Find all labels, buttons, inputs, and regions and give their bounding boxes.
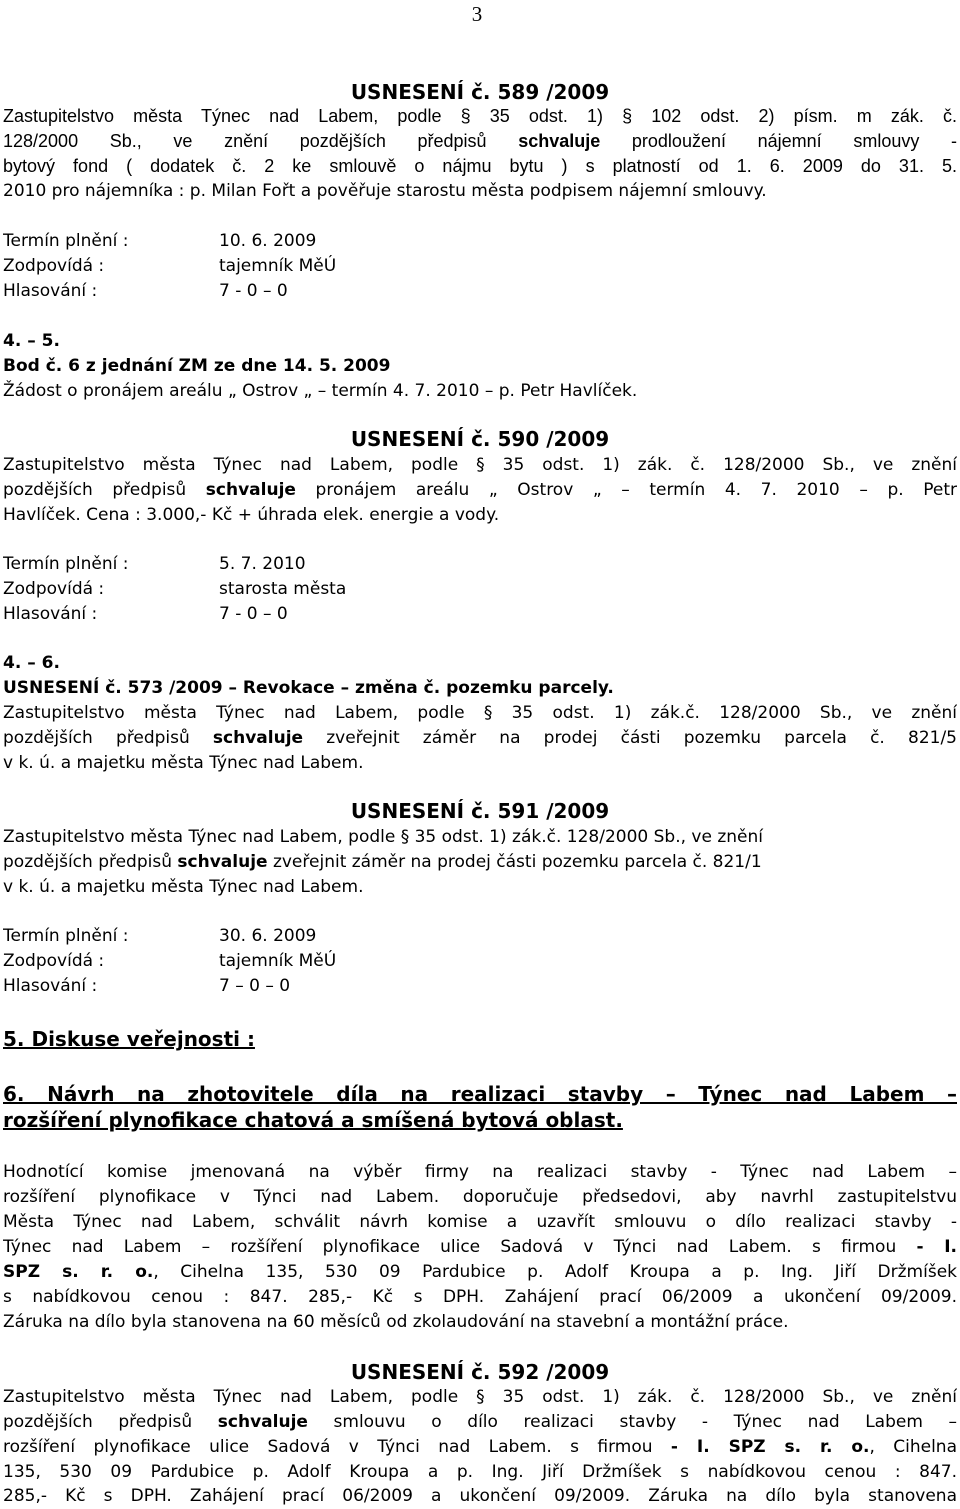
resolution-589-line-3: bytový fond ( dodatek č. 2 ke smlouvě o nájmu bytu ) s platností od 1. 6. 2009 do 31. 5.: [3, 156, 957, 176]
resolution-591-line-1: Zastupitelstvo města Týnec nad Labem, podle § 35 odst. 1) zák.č. 128/2000 Sb., ve znění: [3, 827, 763, 847]
contractor-name: SPZ s. r. o.: [3, 1262, 154, 1282]
resolution-573-line-1: Zastupitelstvo města Týnec nad Labem, podle § 35 odst. 1) zák.č. 128/2000 Sb., ve znění: [3, 703, 957, 723]
resolution-589-vote: Hlasování : 7 - 0 – 0: [3, 281, 288, 301]
item-6-paragraph-line-5: SPZ s. r. o., Cihelna 135, 530 09 Pardubice p. Adolf Kroupa a p. Ing. Jiří Držmíšek: [3, 1262, 957, 1282]
resolution-591-line-2: pozdějších předpisů schvaluje zveřejnit záměr na prodej části pozemku parcela č. 821/1: [3, 852, 762, 872]
item-4-6-number: 4. – 6.: [3, 653, 60, 673]
resolution-589-line-4: 2010 pro nájemníka : p. Milan Fořt a pověřuje starostu města podpisem nájemní smlouvy.: [3, 181, 767, 201]
resolution-589-term: Termín plnění : 10. 6. 2009: [3, 231, 317, 251]
resolution-590-line-2: pozdějších předpisů schvaluje pronájem areálu „ Ostrov „ – termín 4. 7. 2010 – p. Petr: [3, 480, 957, 500]
item-5-heading: 5. Diskuse veřejnosti :: [3, 1027, 255, 1051]
approves-keyword: schvaluje: [518, 131, 601, 151]
item-6-paragraph-line-1: Hodnotící komise jmenovaná na výběr firmy na realizaci stavby - Týnec nad Labem –: [3, 1162, 957, 1182]
approves-keyword: schvaluje: [212, 728, 304, 748]
resolution-592-line-4: 135, 530 09 Pardubice p. Adolf Kroupa a p. Ing. Jiří Držmíšek s nabídkovou cenou : 847.: [3, 1462, 957, 1482]
approves-keyword: schvaluje: [217, 1412, 308, 1432]
resolution-591-vote: Hlasování : 7 – 0 – 0: [3, 976, 291, 996]
resolution-589-line-1: Zastupitelstvo města Týnec nad Labem, podle § 35 odst. 1) § 102 odst. 2) písm. m zák. č.: [3, 106, 957, 126]
resolution-592-line-1: Zastupitelstvo města Týnec nad Labem, podle § 35 odst. 1) zák. č. 128/2000 Sb., ve znění: [3, 1387, 957, 1407]
item-6-paragraph-line-6: s nabídkovou cenou : 847. 285,- Kč s DPH. Zahájení prací 06/2009 a ukončení 09/2009.: [3, 1287, 957, 1307]
resolution-592-line-5: 285,- Kč s DPH. Zahájení prací 06/2009 a ukončení 09/2009. Záruka na dílo byla stanovena: [3, 1486, 957, 1506]
item-6-paragraph-line-4: Týnec nad Labem – rozšíření plynofikace ulice Sadová v Týnci nad Labem. s firmou - I.: [3, 1237, 957, 1257]
contractor-name: - I. SPZ s. r. o.: [670, 1437, 870, 1457]
approves-keyword: schvaluje: [205, 480, 296, 500]
item-6-paragraph-line-3: Města Týnec nad Labem, schválit návrh komise a uzavřít smlouvu o dílo realizaci stavby -: [3, 1212, 957, 1232]
approves-keyword: schvaluje: [177, 852, 268, 872]
resolution-592-title: USNESENÍ č. 592 /2009: [350, 1360, 610, 1384]
resolution-592-line-2: pozdějších předpisů schvaluje smlouvu o dílo realizaci stavby - Týnec nad Labem –: [3, 1412, 957, 1432]
resolution-573-title: USNESENÍ č. 573 /2009 – Revokace – změna č. pozemku parcely.: [3, 678, 614, 698]
item-6-paragraph-line-2: rozšíření plynofikace v Týnci nad Labem. doporučuje předsedovi, aby navrhl zastupitelstvu: [3, 1187, 957, 1207]
resolution-573-line-3: v k. ú. a majetku města Týnec nad Labem.: [3, 753, 364, 773]
resolution-589-line-2: 128/2000 Sb., ve znění pozdějších předpisů schvaluje prodloužení nájemní smlouvy -: [3, 131, 957, 151]
resolution-591-title: USNESENÍ č. 591 /2009: [350, 799, 610, 823]
item-4-5-bod: Bod č. 6 z jednání ZM ze dne 14. 5. 2009: [3, 356, 391, 376]
resolution-591-line-3: v k. ú. a majetku města Týnec nad Labem.: [3, 877, 364, 897]
resolution-589-title: USNESENÍ č. 589 /2009: [350, 80, 610, 104]
item-4-5-number: 4. – 5.: [3, 331, 60, 351]
resolution-591-term: Termín plnění : 30. 6. 2009: [3, 926, 317, 946]
resolution-590-line-1: Zastupitelstvo města Týnec nad Labem, podle § 35 odst. 1) zák. č. 128/2000 Sb., ve znění: [3, 455, 957, 475]
resolution-590-line-3: Havlíček. Cena : 3.000,- Kč + úhrada elek. energie a vody.: [3, 505, 500, 525]
resolution-590-term: Termín plnění : 5. 7. 2010: [3, 554, 306, 574]
item-6-paragraph-line-7: Záruka na dílo byla stanovena na 60 měsíců od zkolaudování na stavební a montážní práce.: [3, 1312, 789, 1332]
resolution-591-responsible: Zodpovídá : tajemník MěÚ: [3, 951, 337, 971]
item-6-heading-line-2: rozšíření plynofikace chatová a smíšená bytová oblast.: [3, 1108, 623, 1132]
resolution-589-responsible: Zodpovídá : tajemník MěÚ: [3, 256, 337, 276]
resolution-590-responsible: Zodpovídá : starosta města: [3, 579, 347, 599]
resolution-590-vote: Hlasování : 7 - 0 – 0: [3, 604, 288, 624]
item-4-5-description: Žádost o pronájem areálu „ Ostrov „ – termín 4. 7. 2010 – p. Petr Havlíček.: [3, 381, 638, 401]
resolution-573-line-2: pozdějších předpisů schvaluje zveřejnit záměr na prodej části pozemku parcela č. 821/5: [3, 728, 957, 748]
item-6-heading-line-1: 6. Návrh na zhotovitele díla na realizaci stavby – Týnec nad Labem –: [3, 1082, 957, 1106]
resolution-592-line-3: rozšíření plynofikace ulice Sadová v Týnci nad Labem. s firmou - I. SPZ s. r. o., Cihelna: [3, 1437, 957, 1457]
resolution-590-title: USNESENÍ č. 590 /2009: [350, 427, 610, 451]
page-number: 3: [471, 2, 483, 26]
